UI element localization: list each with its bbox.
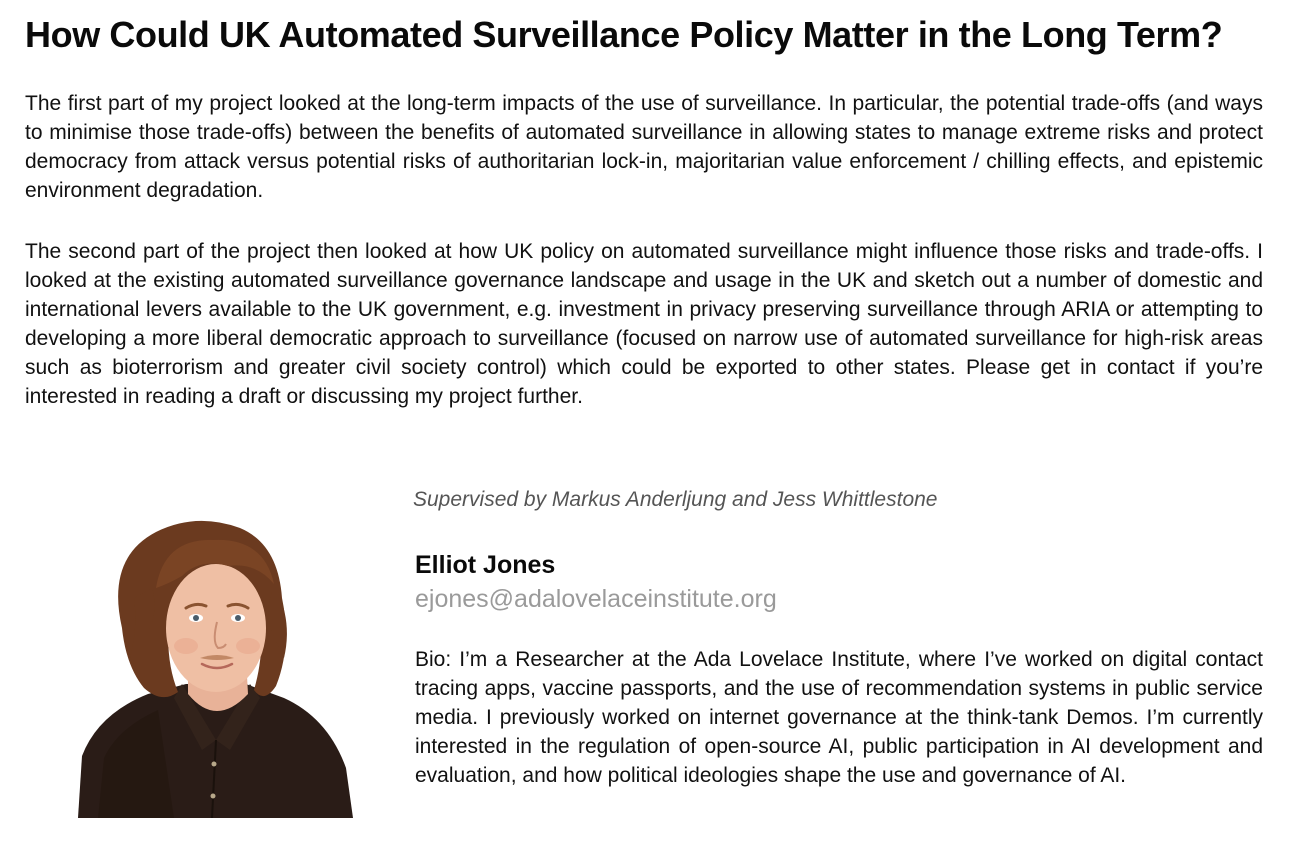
page-title: How Could UK Automated Surveillance Policy Matter in the Long Term? [25, 14, 1223, 55]
email-link[interactable]: ejones@adalovelaceinstitute.org [415, 585, 777, 613]
profile-photo [78, 518, 353, 818]
project-paragraph-2: The second part of the project then looked at how UK policy on automated surveillance might influence those risks and trade-offs. I looked at the existing automated surveillance governance landscape and usage in the UK and sketch out a number of domestic and international levers available to the UK government, e.g. investment in privacy preserving surveillance through ARIA or attempting to developing a more liberal democratic approach to surveillance (focused on narrow use of automated surveillance for high-risk areas such as bioterrorism and greater civil society control) which could be exported to other states. Please get in contact if you’re interested in reading a draft or discussing my project further. [25, 240, 1263, 408]
supervisors-line: Supervised by Markus Anderljung and Jess Whittlestone [413, 488, 938, 511]
project-paragraph-1: The first part of my project looked at the long-term impacts of the use of surveillance. In particular, the potential trade-offs (and ways to minimise those trade-offs) between the benefits of automated surveillance in allowing states to manage extreme risks and protect democracy from attack versus potential risks of authoritarian lock-in, majoritarian value enforcement / chilling effects, and epistemic environment degradation. [25, 92, 1263, 202]
bio-paragraph: Bio: I’m a Researcher at the Ada Lovelace Institute, where I’ve worked on digital contact tracing apps, vaccine passports, and the use of recommendation systems in public service media. I previously worked on internet governance at the think-tank Demos. I’m currently interested in the regulation of open-source AI, public participation in AI development and evaluation, and how political ideologies shape the use and governance of AI. [415, 648, 1263, 787]
person-name: Elliot Jones [415, 551, 556, 579]
